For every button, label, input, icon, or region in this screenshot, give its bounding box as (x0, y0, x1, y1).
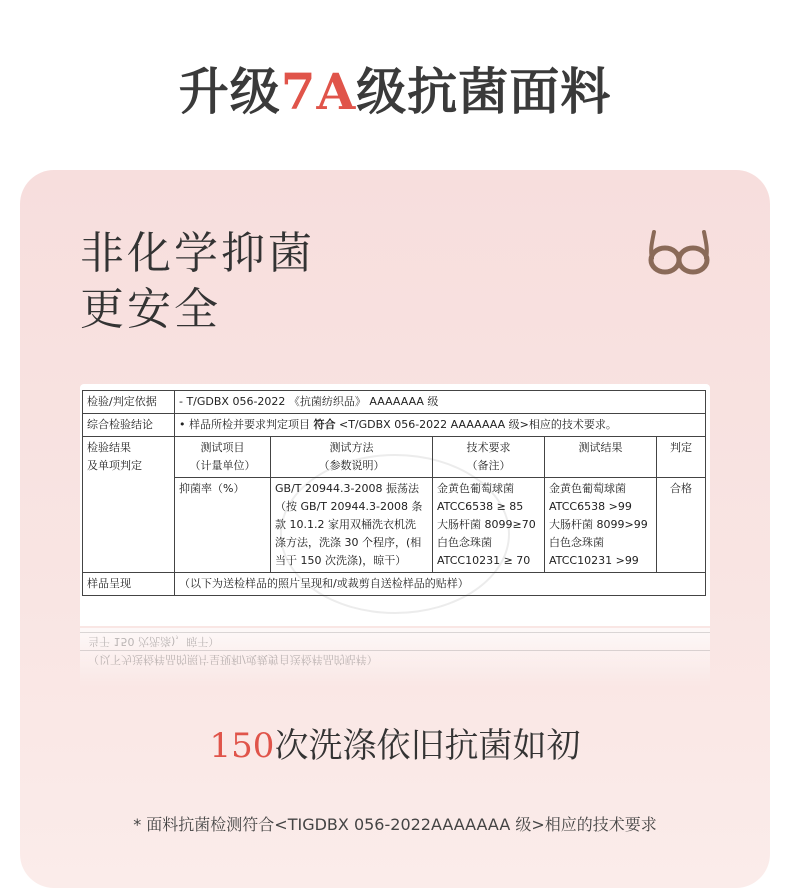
col-item: 测试项目 （计量单位） (175, 437, 271, 478)
headline-suffix: 级抗菌面料 (356, 62, 612, 121)
reflection-row: （以下为送检样品的照片呈现和/或裁剪自送检样品的贴样） (80, 650, 710, 668)
sample-label: 样品呈现 (83, 573, 175, 596)
report-table (82, 390, 706, 596)
page-headline (0, 52, 790, 124)
wash-count: 150 (209, 726, 275, 766)
conclusion-label: 综合检验结论 (83, 414, 175, 437)
wash-claim (20, 718, 770, 767)
col-result: 测试结果 (545, 437, 657, 478)
headline-accent: 7A (280, 62, 357, 121)
reflection-row: 当于 150 次洗涤)，晾干） (80, 632, 710, 650)
basis-label: 检验/判定依据 (83, 391, 175, 414)
col-judge: 判定 (657, 437, 706, 478)
sample-value: （以下为送检样品的照片呈现和/或裁剪自送检样品的贴样） (175, 573, 706, 596)
report-reflection (80, 628, 710, 686)
feature-card (20, 170, 770, 888)
col-method: 测试方法 （参数说明） (271, 437, 433, 478)
headline-prefix: 升级 (178, 62, 281, 121)
method-value: GB/T 20944.3-2008 振荡法 （按 GB/T 20944.3-2008 条 款 10.1.2 家用双桶洗衣机洗 涤方法，洗涤 30 个程序，(相 当于 150 次洗涤)，晾干） (271, 478, 433, 573)
basis-value: - T/GDBX 056-2022 《抗菌纺织品》 AAAAAAA 级 (175, 391, 706, 414)
reflection-mirror (80, 632, 710, 668)
judge-value: 合格 (657, 478, 706, 573)
col-requirement: 技术要求 （备注） (433, 437, 545, 478)
requirement-value: 金黄色葡萄球菌 ATCC6538 ≥ 85 大肠杆菌 8099≥70 白色念珠菌 ATCC10231 ≥ 70 (433, 478, 545, 573)
test-report-document (80, 384, 710, 626)
subtitle-line-1: 非化学抑菌 (80, 228, 315, 279)
conclusion-value: • 样品所检并要求判定项目 符合 <T/GDBX 056-2022 AAAAAAA 级>相应的技术要求。 (175, 414, 706, 437)
bra-icon (646, 228, 712, 278)
item-value: 抑菌率（%） (175, 478, 271, 573)
wash-text: 次洗涤依旧抗菌如初 (274, 726, 581, 766)
result-value: 金黄色葡萄球菌 ATCC6538 >99 大肠杆菌 8099>99 白色念珠菌 ATCC10231 >99 (545, 478, 657, 573)
footnote: * 面料抗菌检测符合<TIGDBX 056-2022AAAAAAA 级>相应的技术要求 (133, 815, 657, 834)
subtitle-line-2: 更安全 (80, 284, 221, 335)
result-label: 检验结果 及单项判定 (83, 437, 175, 573)
